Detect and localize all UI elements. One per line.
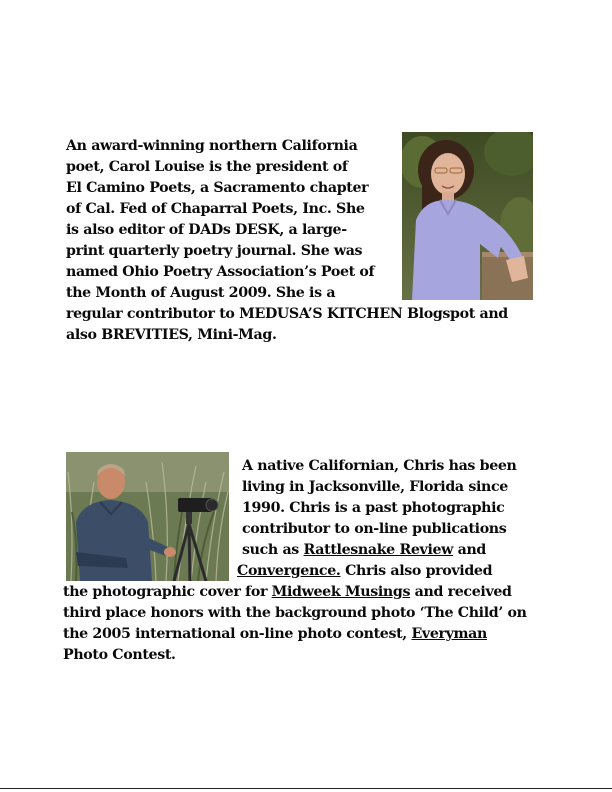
- bio-carol-line: the Month of August 2009. She is a: [66, 285, 336, 301]
- bio-carol-line: El Camino Poets, a Sacramento chapter: [66, 180, 369, 196]
- bio-chris-line: contributor to on-line publications: [242, 521, 507, 537]
- bio-chris-line: A native Californian, Chris has been: [242, 458, 517, 474]
- bio-carol-line: of Cal. Fed of Chaparral Poets, Inc. She: [66, 201, 365, 217]
- bio-chris-line: Photo Contest.: [63, 647, 176, 663]
- line-text: such as: [242, 542, 304, 558]
- bio-chris-line: third place honors with the background photo ‘The Child’ on: [63, 605, 527, 621]
- bio-carol-line: regular contributor to MEDUSA’S KITCHEN Blogspot and: [66, 306, 508, 322]
- carol-portrait-image: [402, 132, 533, 300]
- convergence-link[interactable]: Convergence.: [237, 563, 341, 579]
- line-text: the photographic cover for: [63, 584, 272, 600]
- bio-chris-line: [63, 582, 512, 603]
- bio-chris-line: 1990. Chris is a past photographic: [242, 500, 505, 516]
- everyman-link[interactable]: Everyman: [411, 626, 487, 642]
- bio-chris-line: living in Jacksonville, Florida since: [242, 479, 508, 495]
- rattlesnake-review-link[interactable]: Rattlesnake Review: [303, 542, 454, 558]
- page-bottom-rule: [0, 788, 612, 789]
- bio-carol-line: named Ohio Poetry Association’s Poet of: [66, 264, 375, 280]
- carol-louise-photo: [402, 132, 533, 300]
- line-text: the 2005 international on-line photo contest,: [63, 626, 412, 642]
- bio-carol-line: is also editor of DADs DESK, a large-: [66, 222, 347, 238]
- bio-carol-line: also BREVITIES, Mini-Mag.: [66, 327, 277, 343]
- bio-carol-line: print quarterly poetry journal. She was: [66, 243, 363, 259]
- bio-carol-line: An award-winning northern California: [66, 138, 358, 154]
- bio-chris-line: [237, 561, 492, 582]
- line-text: Chris also provided: [340, 563, 493, 579]
- chris-photo: [66, 452, 229, 581]
- chris-portrait-image: [66, 452, 229, 581]
- line-text: and received: [410, 584, 512, 600]
- midweek-musings-link[interactable]: Midweek Musings: [271, 584, 411, 600]
- bio-chris-line: [242, 540, 486, 561]
- line-text: and: [453, 542, 486, 558]
- bio-carol-line: poet, Carol Louise is the president of: [66, 159, 348, 175]
- bio-chris-line: [63, 624, 487, 645]
